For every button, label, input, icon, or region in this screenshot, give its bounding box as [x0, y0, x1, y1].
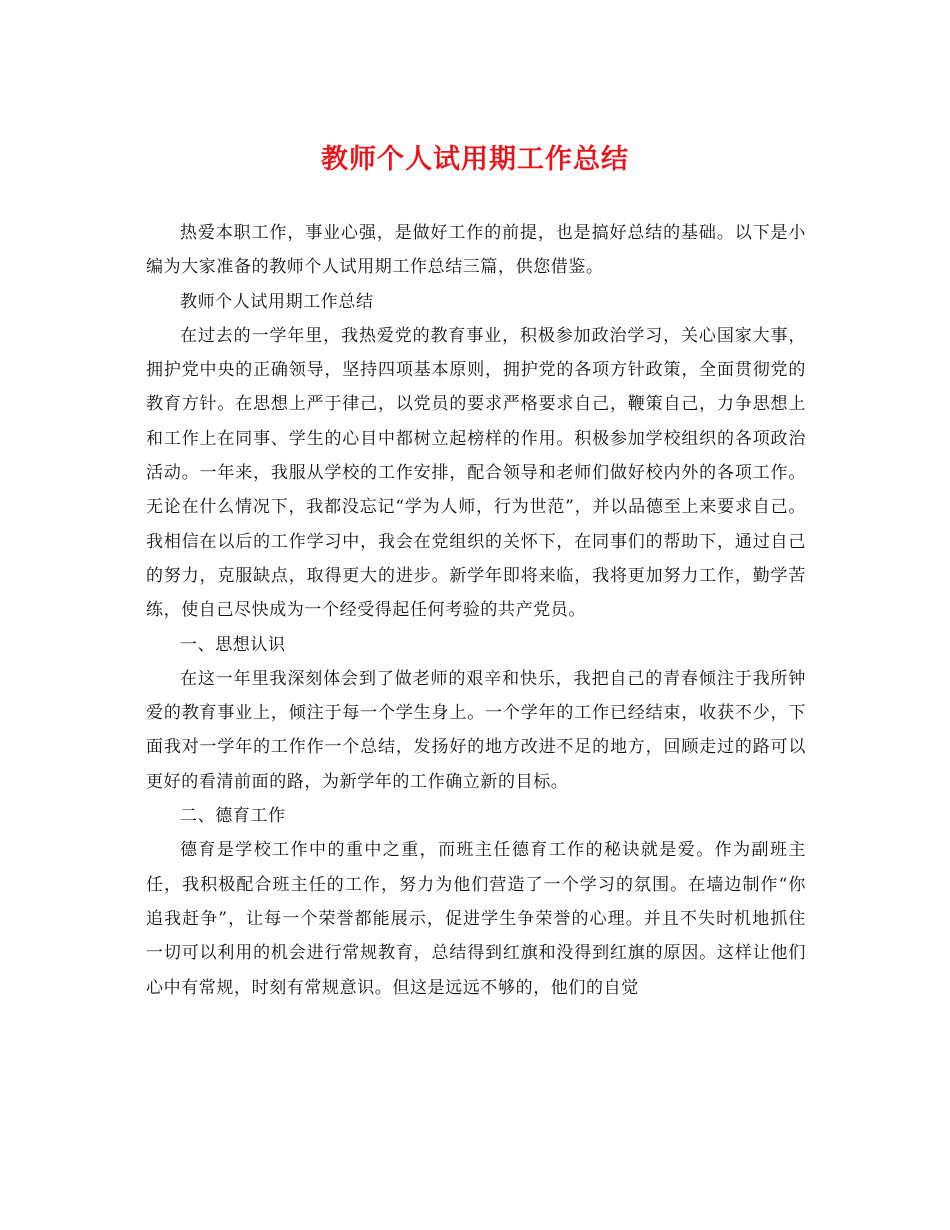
- section-heading-moral-education: 二、德育工作: [180, 806, 286, 827]
- body-paragraph: 在过去的一学年里，我热爱党的教育事业，积极参加政治学习，关心国家大事，拥护党中央的正确领导，坚持四项基本原则，拥护党的各项方针政策，全面贯彻党的教育方针。在思想上严于律己，以党员的要求严格要求自己，鞭策自己，力争思想上和工作上在同事、学生的心目中都树立起榜样的作用。积极参加学校组织的各项政治活动。一年来，我服从学校的工作安排，配合领导和老师们做好校内外的各项工作。无论在什么情况下，我都没忘记“学为人师，行为世范”，并以品德至上来要求自己。我相信在以后的工作学习中，我会在党组织的关怀下，在同事们的帮助下，通过自己的努力，克服缺点，取得更大的进步。新学年即将来临，我将更加努力工作，勤学苦练，使自己尽快成为一个经受得起任何考验的共产党员。: [146, 325, 806, 621]
- section-heading-thought: 一、思想认识: [180, 634, 286, 655]
- document-body: [146, 216, 806, 1005]
- intro-paragraph: 热爱本职工作，事业心强，是做好工作的前提，也是搞好总结的基础。以下是小编为大家准备的教师个人试用期工作总结三篇，供您借鉴。: [146, 223, 806, 278]
- document-title: 教师个人试用期工作总结: [321, 144, 629, 175]
- section-heading-summary: 教师个人试用期工作总结: [180, 291, 374, 312]
- body-paragraph: 德育是学校工作中的重中之重，而班主任德育工作的秘诀就是爱。作为副班主任，我积极配合班主任的工作，努力为他们营造了一个学习的氛围。在墙边制作“你追我赶争”，让每一个荣誉都能展示，促进学生争荣誉的心理。并且不失时机地抓住一切可以利用的机会进行常规教育，总结得到红旗和没得到红旗的原因。这样让他们心中有常规，时刻有常规意识。但这是远远不够的，他们的自觉: [146, 840, 806, 998]
- body-paragraph: 在这一年里我深刻体会到了做老师的艰辛和快乐，我把自己的青春倾注于我所钟爱的教育事业上，倾注于每一个学生身上。一个学年的工作已经结束，收获不少，下面我对一学年的工作作一个总结，发扬好的地方改进不足的地方，回顾走过的路可以更好的看清前面的路，为新学年的工作确立新的目标。: [146, 668, 806, 792]
